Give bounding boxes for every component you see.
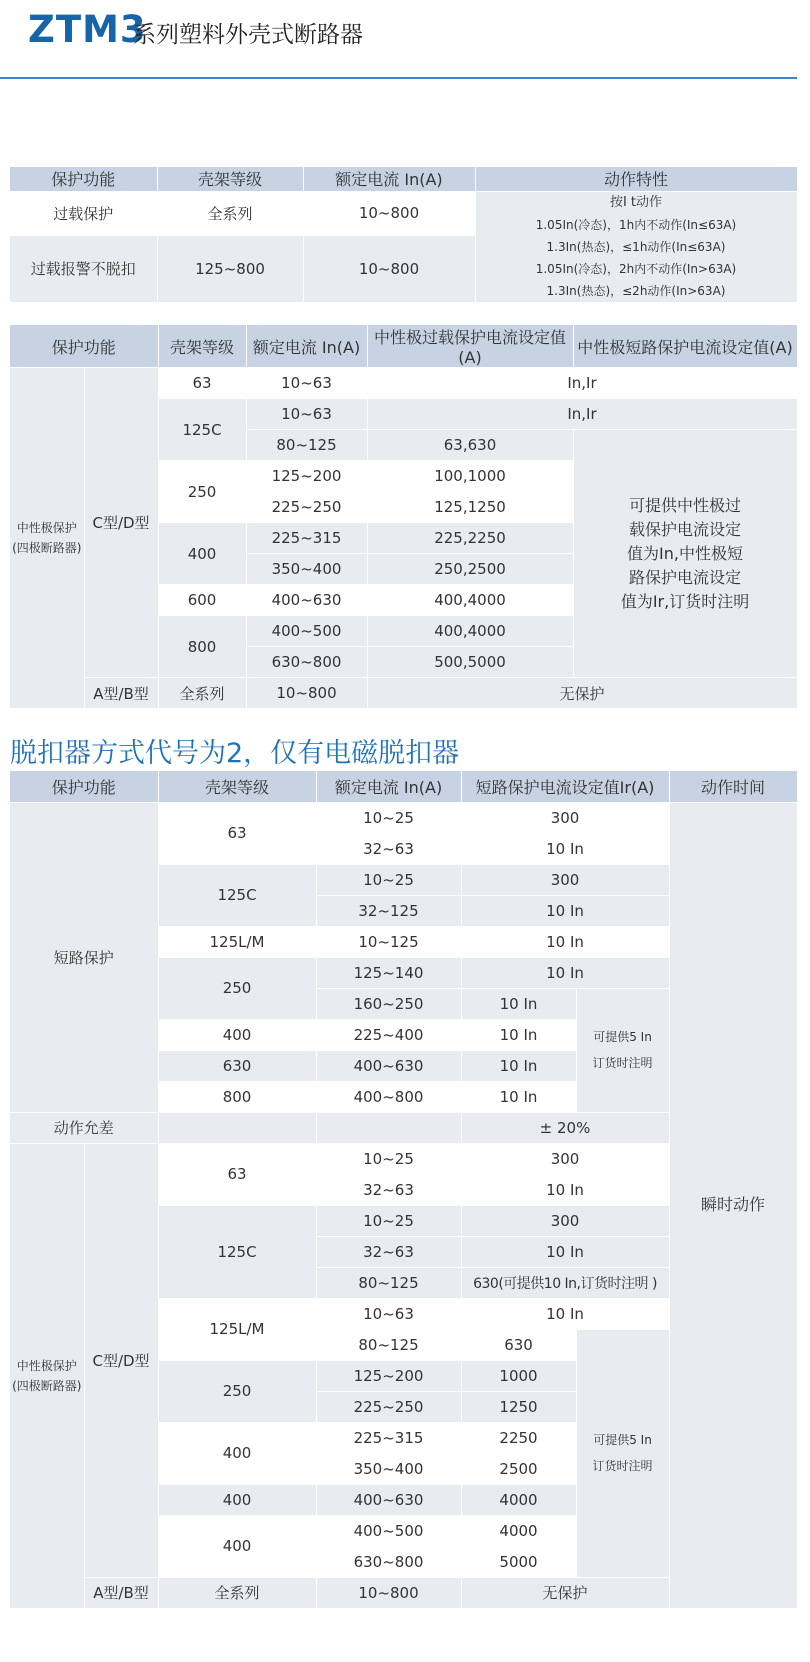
cell-setting: 300	[461, 802, 669, 833]
col-header: 额定电流 In(A)	[303, 167, 475, 191]
cell-setting: 630(可提供10 In,订货时注明 )	[461, 1267, 669, 1298]
cell-current: 10~125	[316, 926, 461, 957]
cell-frame: 125~800	[157, 236, 303, 302]
cell-current: 10~63	[316, 1298, 461, 1329]
col-header: 额定电流 In(A)	[316, 771, 461, 802]
col-header: 中性极短路保护电流设定值(A)	[573, 325, 797, 368]
cell-frame: 400	[158, 1484, 316, 1515]
cell-current: 350~400	[246, 554, 367, 585]
cell-current	[316, 1112, 461, 1143]
cell-type: C型/D型	[84, 1143, 158, 1577]
cell-current: 630~800	[316, 1546, 461, 1577]
cell-setting: 300	[461, 864, 669, 895]
cell-current: 10~800	[303, 236, 475, 302]
cell-current: 32~63	[316, 1236, 461, 1267]
func-line: (四极断路器)	[12, 541, 82, 555]
cell-current: 80~125	[246, 430, 367, 461]
cell-setting: 125,1250	[367, 492, 573, 523]
col-header: 短路保护电流设定值Ir(A)	[461, 771, 669, 802]
cell-setting: ± 20%	[461, 1112, 669, 1143]
cell-setting: 10 In	[461, 1236, 669, 1267]
cell-func: 动作允差	[10, 1112, 158, 1143]
cell-type: A型/B型	[84, 678, 158, 709]
func-line: 中性极保护	[16, 1358, 77, 1373]
section-title: 脱扣器方式代号为2，仅有电磁脱扣器	[10, 738, 460, 769]
cell-func	[10, 368, 84, 709]
cell-func	[10, 1143, 84, 1608]
cell-current: 32~63	[316, 1174, 461, 1205]
cell-frame	[158, 1112, 316, 1143]
cell-current: 400~630	[246, 585, 367, 616]
col-header: 额定电流 In(A)	[246, 325, 367, 368]
cell-frame: 630	[158, 1050, 316, 1081]
cell-current: 80~125	[316, 1329, 461, 1360]
cell-current: 10~800	[303, 191, 475, 236]
col-header: 保护功能	[10, 167, 157, 191]
cell-frame: 800	[158, 1081, 316, 1112]
cell-setting: 1000	[461, 1360, 576, 1391]
table-row	[10, 191, 797, 236]
table-header-row	[10, 325, 797, 368]
cell-type: C型/D型	[84, 368, 158, 678]
cell-setting: 630	[461, 1329, 576, 1360]
cell-setting: 10 In	[461, 1081, 576, 1112]
cell-func: 短路保护	[10, 802, 158, 1112]
cell-current: 225~250	[316, 1391, 461, 1422]
cell-setting: 63,630	[367, 430, 573, 461]
cell-setting: 10 In	[461, 833, 669, 864]
cell-setting: 10 In	[461, 895, 669, 926]
cell-frame: 400	[158, 1515, 316, 1577]
func-line: (四极断路器)	[12, 1378, 82, 1393]
cell-current: 32~63	[316, 833, 461, 864]
cell-current: 125~200	[246, 461, 367, 492]
cell-frame: 250	[158, 957, 316, 1019]
note-line: 值为In,中性极短	[627, 543, 743, 563]
cell-setting: 100,1000	[367, 461, 573, 492]
col-header: 中性极过载保护电流设定值(A)	[367, 325, 573, 368]
cell-setting: 300	[461, 1143, 669, 1174]
cell-setting: 10 In	[461, 1174, 669, 1205]
cell-current: 125~140	[316, 957, 461, 988]
cell-current: 10~800	[246, 678, 367, 709]
col-header: 壳架等级	[157, 167, 303, 191]
col-header: 动作特性	[475, 167, 797, 191]
cell-frame: 400	[158, 523, 246, 585]
cell-frame: 400	[158, 1019, 316, 1050]
cell-setting: 10 In	[461, 1298, 669, 1329]
cell-frame: 63	[158, 368, 246, 399]
cell-current: 80~125	[316, 1267, 461, 1298]
cell-setting: 10 In	[461, 957, 669, 988]
cell-setting: 4000	[461, 1484, 576, 1515]
cell-frame: 125C	[158, 864, 316, 926]
cell-frame: 63	[158, 802, 316, 864]
cell-current: 400~630	[316, 1050, 461, 1081]
table-header-row	[10, 167, 797, 191]
cell-frame: 800	[158, 616, 246, 678]
cell-setting: 4000	[461, 1515, 576, 1546]
table-magnetic-release	[10, 771, 798, 1609]
note-line: 可提供5 In	[593, 1433, 652, 1447]
cell-frame: 250	[158, 461, 246, 523]
col-header: 壳架等级	[158, 325, 246, 368]
brand-logo: ZTM3	[28, 8, 147, 51]
char-line: 1.3In(热态)，≤1h动作(In≤63A)	[546, 239, 726, 254]
cell-setting: 400,4000	[367, 616, 573, 647]
note-line: 可提供中性极过	[629, 495, 742, 515]
cell-setting: 225,2250	[367, 523, 573, 554]
cell-func: 过载报警不脱扣	[10, 236, 157, 302]
table-overload	[10, 167, 798, 303]
cell-current: 225~250	[246, 492, 367, 523]
cell-frame: 全系列	[158, 678, 246, 709]
page-title: 系列塑料外壳式断路器	[133, 22, 363, 48]
table-row	[10, 368, 797, 399]
cell-current: 225~315	[316, 1422, 461, 1453]
cell-setting: 500,5000	[367, 647, 573, 678]
table-neutral-protection	[10, 325, 798, 709]
cell-current: 400~500	[246, 616, 367, 647]
table-row	[10, 802, 797, 833]
cell-frame: 63	[158, 1143, 316, 1205]
note-line: 订货时注明	[592, 1056, 653, 1070]
cell-func: 过载保护	[10, 191, 157, 236]
header-divider	[0, 77, 797, 79]
cell-current: 225~315	[246, 523, 367, 554]
cell-setting: 10 In	[461, 988, 576, 1019]
cell-setting: 250,2500	[367, 554, 573, 585]
cell-setting: 1250	[461, 1391, 576, 1422]
cell-characteristic	[475, 191, 797, 302]
char-line: 1.3In(热态)，≤2h动作(In>63A)	[546, 283, 726, 298]
cell-frame: 全系列	[157, 191, 303, 236]
cell-setting: In,Ir	[367, 368, 797, 399]
cell-frame: 125L/M	[158, 926, 316, 957]
cell-frame: 125C	[158, 1205, 316, 1298]
cell-current: 400~630	[316, 1484, 461, 1515]
cell-current: 10~63	[246, 368, 367, 399]
cell-setting: 无保护	[367, 678, 797, 709]
cell-current: 10~25	[316, 1205, 461, 1236]
cell-time: 瞬时动作	[669, 802, 797, 1608]
cell-setting: 300	[461, 1205, 669, 1236]
col-header: 动作时间	[669, 771, 797, 802]
cell-setting: 400,4000	[367, 585, 573, 616]
char-line: 1.05In(冷态)，1h内不动作(In≤63A)	[535, 217, 737, 232]
cell-current: 350~400	[316, 1453, 461, 1484]
note-line: 值为Ir,订货时注明	[620, 591, 750, 611]
cell-setting: 无保护	[461, 1577, 669, 1608]
char-line: 按I t动作	[609, 194, 663, 210]
cell-frame: 400	[158, 1422, 316, 1484]
col-header: 壳架等级	[158, 771, 316, 802]
cell-frame: 125C	[158, 399, 246, 461]
cell-setting: 10 In	[461, 1019, 576, 1050]
page-header	[0, 0, 810, 80]
cell-current: 10~25	[316, 864, 461, 895]
cell-note	[576, 988, 669, 1112]
cell-current: 10~25	[316, 802, 461, 833]
cell-current: 32~125	[316, 895, 461, 926]
cell-setting: 2250	[461, 1422, 576, 1453]
cell-type: A型/B型	[84, 1577, 158, 1608]
col-header: 保护功能	[10, 325, 158, 368]
table-row	[10, 678, 797, 709]
note-line: 可提供5 In	[593, 1030, 652, 1044]
cell-frame: 600	[158, 585, 246, 616]
table-header-row	[10, 771, 797, 802]
cell-current: 400~500	[316, 1515, 461, 1546]
note-line: 载保护电流设定	[629, 519, 742, 539]
func-line: 中性极保护	[16, 521, 77, 535]
cell-setting: 10 In	[461, 926, 669, 957]
note-line: 路保护电流设定	[629, 567, 742, 587]
cell-frame: 250	[158, 1360, 316, 1422]
cell-note	[573, 430, 797, 678]
cell-current: 10~800	[316, 1577, 461, 1608]
cell-frame: 125L/M	[158, 1298, 316, 1360]
cell-setting: 10 In	[461, 1050, 576, 1081]
note-line: 订货时注明	[592, 1459, 653, 1473]
cell-setting: In,Ir	[367, 399, 797, 430]
cell-current: 630~800	[246, 647, 367, 678]
cell-current: 125~200	[316, 1360, 461, 1391]
cell-current: 160~250	[316, 988, 461, 1019]
col-header: 保护功能	[10, 771, 158, 802]
cell-frame: 全系列	[158, 1577, 316, 1608]
char-line: 1.05In(冷态)，2h内不动作(In>63A)	[535, 261, 737, 276]
cell-note	[576, 1329, 669, 1577]
cell-current: 10~63	[246, 399, 367, 430]
cell-current: 400~800	[316, 1081, 461, 1112]
cell-setting: 2500	[461, 1453, 576, 1484]
cell-setting: 5000	[461, 1546, 576, 1577]
cell-current: 225~400	[316, 1019, 461, 1050]
cell-current: 10~25	[316, 1143, 461, 1174]
